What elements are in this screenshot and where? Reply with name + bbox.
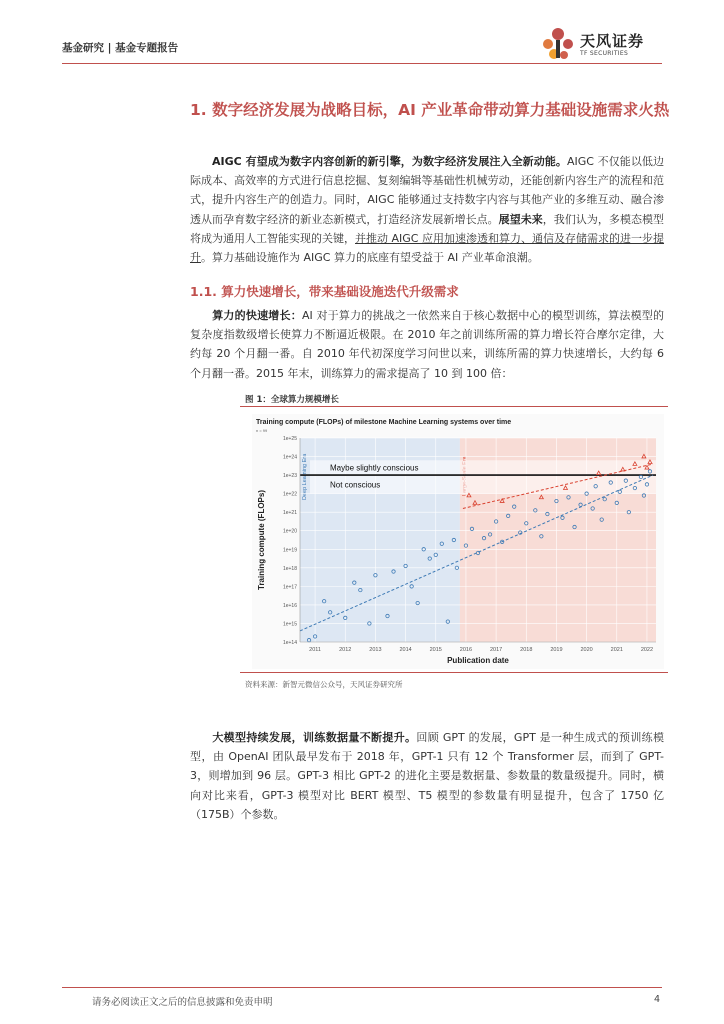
x-tick-label: 2011 [309, 647, 321, 653]
x-axis-label: Publication date [447, 656, 509, 665]
para1-end: 。算力基础设施作为 AIGC 算力的底座有望受益于 AI 产业革命浪潮。 [201, 251, 539, 265]
report-category: 基金研究 | 基金专题报告 [62, 42, 179, 54]
y-tick-label: 1e+15 [282, 621, 297, 628]
section-1-paragraph [190, 152, 664, 267]
para1-mid: ，我们认为，多模态模型将成为通用人工智能实现的关键， [190, 212, 665, 245]
para2-body: AI 对于算力的挑战之一依然来自于核心数据中心的模型训练，算法模型的复杂度指数级增长使算力不断逼近极限。在 2010 年之前训练所需的算力增长符合摩尔定律，大约每 20 个月翻一番。自 2010 年代初深度学习问世以来，训练所需的算力快速增长，大约每 6 个月翻一番。2015 年末，训练算力的需求提高了 10 到 100 倍： [190, 309, 665, 380]
y-tick-label: 1e+19 [282, 547, 297, 554]
y-tick-label: 1e+24 [282, 454, 297, 461]
x-tick-label: 2021 [610, 647, 623, 653]
logo-name: 天风证券 [580, 32, 645, 50]
section-1-1-paragraph [190, 306, 664, 383]
para3-lead: 大模型持续发展，训练数据量不断提升。 [212, 731, 417, 744]
y-tick-label: 1e+25 [282, 436, 297, 442]
x-tick-label: 2016 [459, 647, 473, 653]
chart-title: Training compute (FLOPs) of milestone Machine Learning systems over time [256, 419, 512, 426]
x-tick-label: 2014 [399, 647, 412, 653]
footer-disclaimer: 请务必阅读正文之后的信息披露和免责申明 [92, 997, 273, 1008]
para1-underlined: 并推动 AIGC 应用加速渗透和算力、通信及存储需求的进一步提升 [190, 231, 665, 265]
figure-bottom-rule [240, 672, 668, 673]
company-logo [538, 24, 664, 64]
x-tick-label: 2013 [369, 647, 382, 653]
para2-lead: 算力的快速增长： [212, 309, 302, 322]
y-tick-label: 1e+21 [282, 510, 297, 517]
y-tick-label: 1e+22 [282, 491, 297, 498]
annotation-label: Not conscious [330, 480, 381, 490]
compute-chart [252, 414, 664, 669]
x-tick-label: 2015 [429, 647, 442, 653]
y-tick-label: 1e+23 [282, 473, 297, 480]
y-axis-label: Training compute (FLOPs) [257, 489, 266, 591]
era-label: Deep Learning Era [302, 453, 308, 500]
figure-title: 图 1：全球算力规模增长 [245, 395, 339, 405]
para1-lead: AIGC 有望成为数字内容创新的新引擎，为数字经济发展注入全新动能。 [212, 155, 568, 168]
x-tick-label: 2017 [489, 647, 503, 653]
chart-subtitle: n = 99 [256, 428, 268, 433]
logo-subtitle: TF SECURITIES [580, 50, 629, 57]
x-tick-label: 2019 [550, 647, 563, 653]
para1-outlook: 展望未来 [498, 212, 543, 226]
section-1-title: 1. 数字经济发展为战略目标，AI 产业革命带动算力基础设施需求火热 [190, 101, 670, 119]
x-tick-label: 2012 [339, 647, 352, 653]
y-tick-label: 1e+16 [282, 602, 297, 609]
y-tick-label: 1e+14 [282, 640, 297, 646]
x-tick-label: 2022 [640, 647, 654, 653]
para3-body: 回顾 GPT 的发展，GPT 是一种生成式的预训练模型，由 OpenAI 团队最早发布于 2018 年，GPT-1 只有 12 个 Transformer 层，而到了 GPT-3，则增加到 96 层。GPT-3 相比 GPT-2 的进化主要是数据量、参数量的数量级提升。同时，横向对比来看，GPT-3 模型对比 BERT 模型、T5 模型的参数量有明显提升，包含了 1750 亿（175B）个参数。 [190, 731, 664, 821]
header-divider [62, 63, 662, 64]
footer-divider [62, 987, 662, 988]
logo-flower-icon [538, 24, 578, 64]
section-1-1-title: 1.1. 算力快速增长，带来基础设施迭代升级需求 [190, 284, 459, 299]
x-tick-label: 2018 [520, 647, 533, 653]
y-tick-label: 1e+20 [282, 528, 297, 535]
x-tick-label: 2020 [580, 647, 593, 653]
figure-top-rule [240, 406, 668, 407]
model-paragraph [190, 728, 664, 824]
annotation-label: Maybe slightly conscious [330, 463, 419, 473]
figure-source: 资料来源：新智元微信公众号，天风证券研究所 [245, 680, 403, 689]
y-tick-label: 1e+18 [282, 565, 297, 572]
para1-body: AIGC 不仅能以低边际成本、高效率的方式进行信息挖掘、复刻编辑等基础性机械劳动，还能创新内容生产的流程和范式，提升内容生产的创造力。同时，AIGC 能够通过支持数字内容与其他产业的多维互动、融合渗透从而孕育数字经济的新业态新模式，打造经济发展新增长点。 [190, 155, 664, 226]
page-number: 4 [653, 994, 660, 1005]
y-tick-label: 1e+17 [282, 584, 297, 591]
